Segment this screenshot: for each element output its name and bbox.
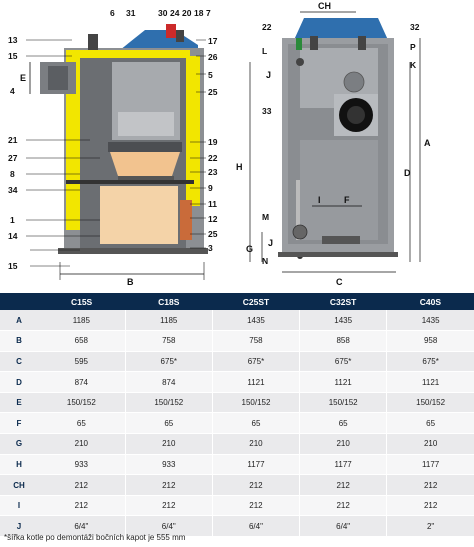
side-label: 17 [208,36,218,46]
table-cell: 212 [300,475,387,496]
footnote: *šířka kotle po demontáži bočních kapot je 555 mm [4,533,186,542]
table-cell: 1177 [212,454,299,475]
row-label: H [0,454,38,475]
table-cell: 1185 [125,310,212,331]
table-row [0,434,474,455]
table-cell: 210 [300,434,387,455]
table-row [0,475,474,496]
table-cell: 6/4" [212,516,299,537]
table-cell: 1435 [212,310,299,331]
table-cell: 874 [125,372,212,393]
table-cell: 1121 [212,372,299,393]
side-label: 18 [194,8,204,18]
table-cell: 675* [125,351,212,372]
side-label: 7 [206,8,211,18]
table-cell: 858 [300,331,387,352]
table-cell: 210 [125,434,212,455]
front-label: M [262,212,270,222]
dimension-label: J [266,70,272,80]
side-label: 31 [126,8,136,18]
front-label: 32 [410,22,420,32]
dimension-label: G [246,244,254,254]
side-label: 20 [182,8,192,18]
table-cell: 210 [212,434,299,455]
dimension-label: I [318,195,321,205]
column-header: C18S [125,293,212,310]
side-label: 8 [10,169,15,179]
front-label: 22 [262,22,272,32]
column-header: C40S [387,293,474,310]
side-label: 6 [110,8,115,18]
table-cell: 6/4" [125,516,212,537]
side-label: 22 [208,153,218,163]
dimension-label: H [236,162,243,172]
side-label: 13 [8,35,18,45]
table-cell: 150/152 [387,392,474,413]
side-label: 34 [8,185,18,195]
row-label: I [0,495,38,516]
side-label: 23 [208,167,218,177]
table-cell: 933 [38,454,125,475]
column-header: C32ST [300,293,387,310]
front-label: N [262,256,269,266]
row-label: D [0,372,38,393]
table-cell: 675* [212,351,299,372]
table-cell: 1121 [300,372,387,393]
dimension-label: CH [318,1,331,11]
table-cell: 150/152 [38,392,125,413]
row-label: CH [0,475,38,496]
row-label: J [0,516,38,537]
table-cell: 150/152 [212,392,299,413]
side-label: 21 [8,135,18,145]
table-cell: 658 [38,331,125,352]
side-label: 1 [10,215,15,225]
table-cell: 65 [300,413,387,434]
table-cell: 150/152 [125,392,212,413]
side-label: 26 [208,52,218,62]
table-cell: 212 [125,475,212,496]
table-cell: 212 [38,495,125,516]
dimension-label: J [268,238,274,248]
row-label: F [0,413,38,434]
table-cell: 65 [125,413,212,434]
table-cell: 675* [300,351,387,372]
side-label: 12 [208,214,218,224]
table-cell: 6/4" [38,516,125,537]
table-row [0,351,474,372]
side-label: 15 [8,51,18,61]
table-row [0,454,474,475]
table-cell: 212 [212,495,299,516]
front-label: K [410,60,417,70]
table-cell: 1435 [387,310,474,331]
table-cell: 874 [38,372,125,393]
side-label: 14 [8,231,18,241]
table-cell: 2" [387,516,474,537]
row-label: G [0,434,38,455]
side-label: 3 [208,243,213,253]
table-cell: 210 [38,434,125,455]
table-cell: 65 [38,413,125,434]
table-row [0,331,474,352]
table-cell: 212 [212,475,299,496]
side-label: 30 [158,8,168,18]
table-cell: 933 [125,454,212,475]
table-cell: 1121 [387,372,474,393]
side-label: 15 [8,261,18,271]
table-cell: 150/152 [300,392,387,413]
dimension-label: A [424,138,431,148]
table-cell: 958 [387,331,474,352]
side-label: 27 [8,153,18,163]
table-row [0,310,474,331]
table-cell: 210 [387,434,474,455]
row-label: B [0,331,38,352]
table-corner [0,293,38,310]
side-label: 24 [170,8,180,18]
table-cell: 212 [387,475,474,496]
table-cell: 65 [387,413,474,434]
column-header: C15S [38,293,125,310]
table-cell: 212 [387,495,474,516]
side-label: 25 [208,229,218,239]
side-label: 11 [208,199,217,209]
table-cell: 1177 [300,454,387,475]
table-cell: 758 [212,331,299,352]
table-cell: 675* [387,351,474,372]
dimension-label: E [20,73,27,83]
table-cell: 212 [300,495,387,516]
table-row [0,372,474,393]
side-label: 5 [208,70,213,80]
front-label: L [262,46,268,56]
row-label: A [0,310,38,331]
front-label: 33 [262,106,272,116]
dimension-table [0,293,474,537]
side-label: 9 [208,183,213,193]
table-cell: 758 [125,331,212,352]
dimension-label: F [344,195,350,205]
front-label: P [410,42,416,52]
column-header: C25ST [212,293,299,310]
side-label: 25 [208,87,218,97]
table-row [0,392,474,413]
row-label: E [0,392,38,413]
table-row [0,495,474,516]
table-cell: 212 [38,475,125,496]
dimension-label: B [127,277,134,287]
table-cell: 1435 [300,310,387,331]
table-cell: 595 [38,351,125,372]
dimension-label: D [404,168,411,178]
table-header-row [0,293,474,310]
table-cell: 1185 [38,310,125,331]
table-cell: 65 [212,413,299,434]
table-cell: 212 [125,495,212,516]
table-cell: 6/4" [300,516,387,537]
dimension-label: C [336,277,343,287]
table-row [0,413,474,434]
table-cell: 1177 [387,454,474,475]
side-label: 4 [10,86,15,96]
side-label: 19 [208,137,218,147]
row-label: C [0,351,38,372]
